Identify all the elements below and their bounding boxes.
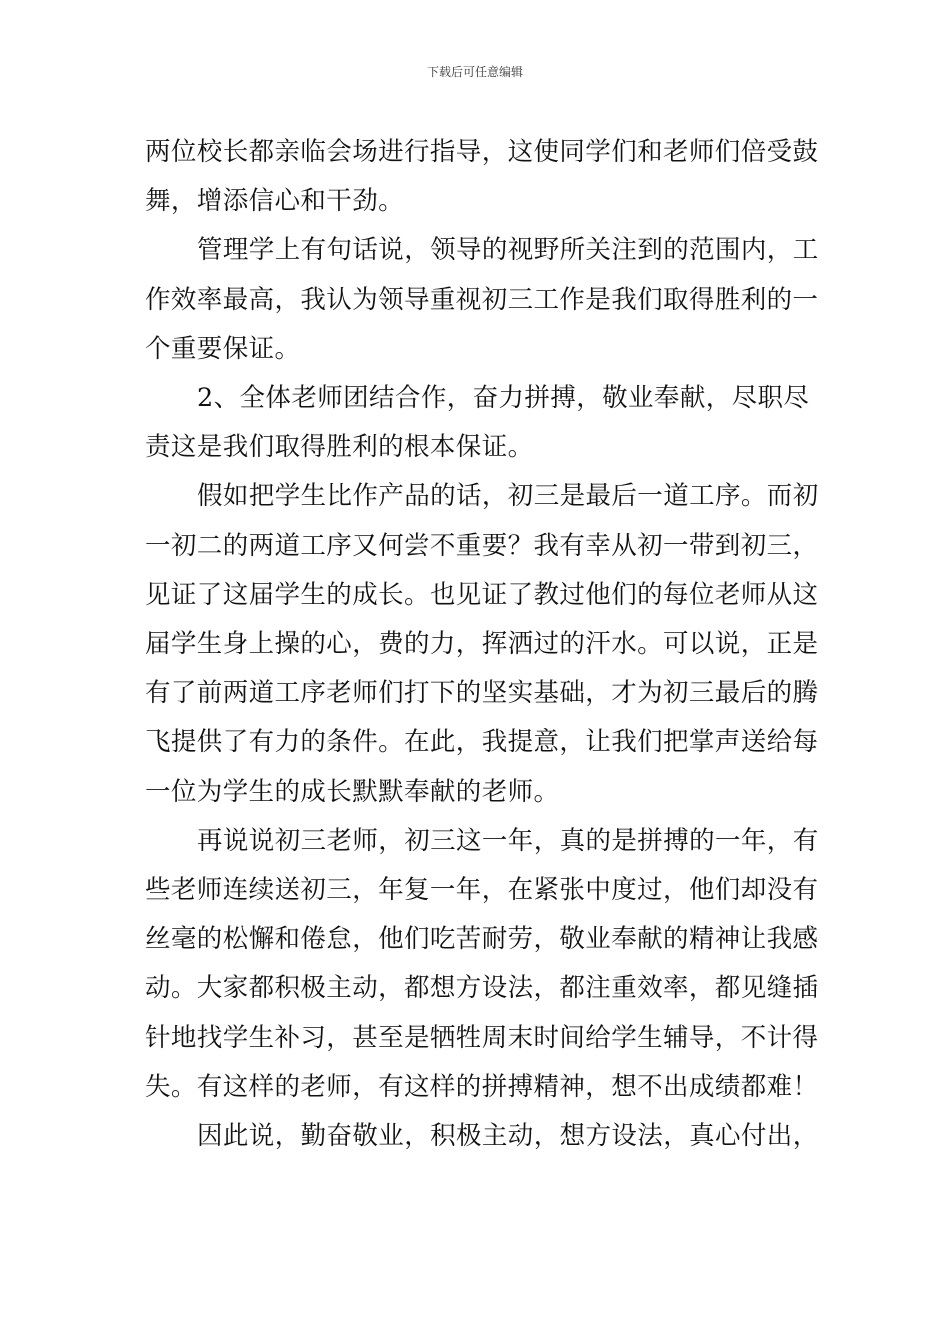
paragraph-5: 再说说初三老师，初三这一年，真的是拼搏的一年，有些老师连续送初三，年复一年，在紧张中度过，他们却没有丝毫的松懈和倦怠，他们吃苦耐劳，敬业奉献的精神让我感动。大家都积极主动，都想方设法，都注重效率，都见缝插针地找学生补习，甚至是牺牲周末时间给学生辅导，不计得失。有这样的老师，有这样的拼搏精神，想不出成绩都难！	[145, 825, 819, 1102]
paragraph-2: 管理学上有句话说，领导的视野所关注到的范围内，工作效率最高，我认为领导重视初三工作是我们取得胜利的一个重要保证。	[145, 235, 819, 364]
paragraph-1: 两位校长都亲临会场进行指导，这使同学们和老师们倍受鼓舞，增添信心和干劲。	[145, 137, 819, 217]
paragraph-6: 因此说，勤奋敬业，积极主动，想方设法，真心付出，	[197, 1121, 819, 1152]
page-header-note: 下载后可任意编辑	[426, 65, 523, 79]
paragraph-4: 假如把学生比作产品的话，初三是最后一道工序。而初一初二的两道工序又何尝不重要？我有幸从初一带到初三，见证了这届学生的成长。也见证了教过他们的每位老师从这届学生身上操的心，费的力，挥洒过的汗水。可以说，正是有了前两道工序老师们打下的坚实基础，才为初三最后的腾飞提供了有力的条件。在此，我提意，让我们把掌声送给每一位为学生的成长默默奉献的老师。	[145, 481, 819, 807]
paragraph-3: 2、全体老师团结合作，奋力拼搏，敬业奉献，尽职尽责这是我们取得胜利的根本保证。	[145, 383, 810, 463]
document-body	[145, 128, 825, 1161]
